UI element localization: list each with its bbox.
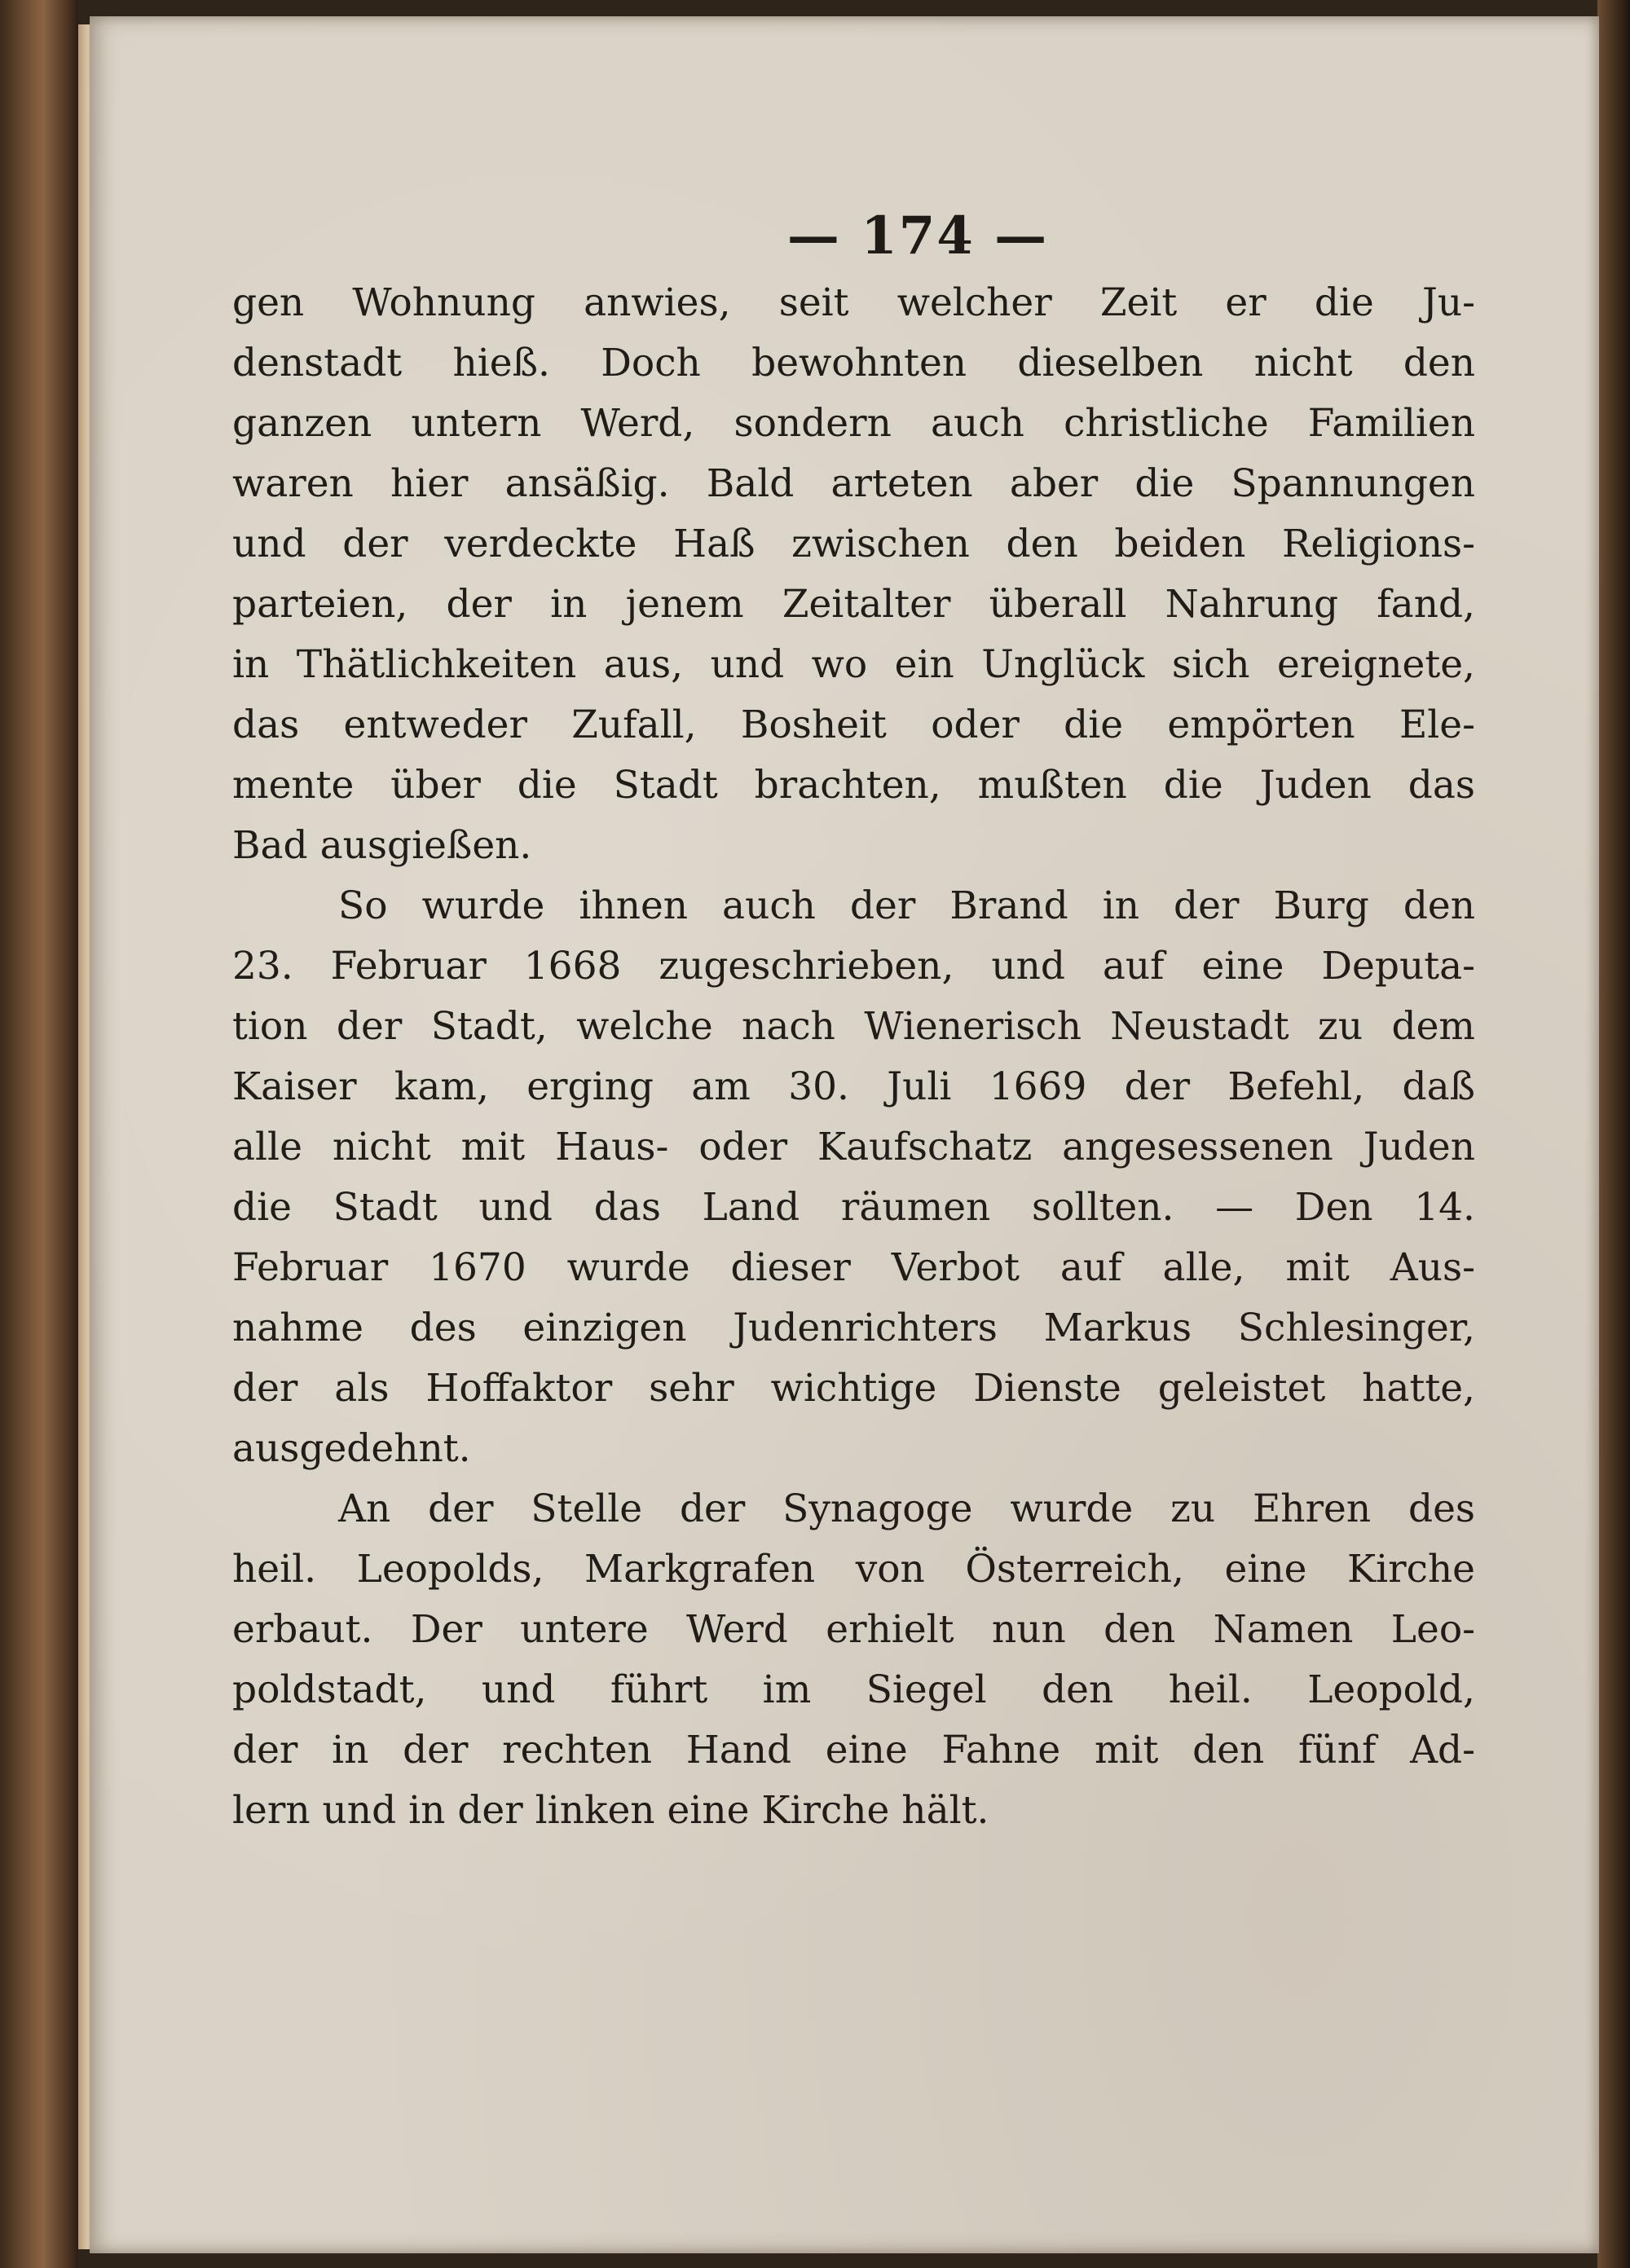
book-spine — [0, 0, 78, 2268]
book-cover-edge — [1597, 0, 1630, 2268]
text-line: ganzen untern Werd, sondern auch christliche Familien — [232, 401, 1475, 446]
paragraph-start-line: So wurde ihnen auch der Brand in der Burg den — [338, 883, 1475, 928]
text-line: waren hier ansäßig. Bald arteten aber die Spannungen — [232, 461, 1475, 506]
text-line: parteien, der in jenem Zeitalter überall Nahrung fand, — [232, 582, 1475, 627]
text-line: 23. Februar 1668 zugeschrieben, und auf eine Deputa- — [232, 944, 1475, 989]
text-line: ausgedehnt. — [232, 1426, 471, 1471]
text-line: der in der rechten Hand eine Fahne mit den fünf Ad- — [232, 1728, 1475, 1773]
text-line: Bad ausgießen. — [232, 823, 532, 868]
body-text — [232, 273, 1475, 1841]
text-line: Kaiser kam, erging am 30. Juli 1669 der Befehl, daß — [232, 1064, 1475, 1109]
text-line: und der verdeckte Haß zwischen den beiden Religions- — [232, 522, 1475, 566]
text-line: alle nicht mit Haus- oder Kaufschatz angesessenen Juden — [232, 1125, 1475, 1169]
text-line: erbaut. Der untere Werd erhielt nun den Namen Leo- — [232, 1607, 1475, 1652]
text-line: die Stadt und das Land räumen sollten. — Den 14. — [232, 1185, 1475, 1230]
paragraph-start-line: An der Stelle der Synagoge wurde zu Ehren des — [338, 1486, 1475, 1531]
text-line: heil. Leopolds, Markgrafen von Österreich, eine Kirche — [232, 1547, 1475, 1592]
text-line: tion der Stadt, welche nach Wienerisch Neustadt zu dem — [232, 1004, 1475, 1049]
text-line: Februar 1670 wurde dieser Verbot auf alle, mit Aus- — [232, 1245, 1475, 1290]
text-line: denstadt hieß. Doch bewohnten dieselben nicht den — [232, 341, 1475, 385]
text-line: der als Hoffaktor sehr wichtige Dienste geleistet hatte, — [232, 1366, 1475, 1411]
text-line: in Thätlichkeiten aus, und wo ein Unglück sich ereignete, — [232, 642, 1475, 687]
text-line: nahme des einzigen Judenrichters Markus Schlesinger, — [232, 1306, 1475, 1350]
text-line: poldstadt, und führt im Siegel den heil. Leopold, — [232, 1667, 1475, 1712]
text-line: das entweder Zufall, Bosheit oder die empörten Ele- — [232, 702, 1475, 747]
text-line: lern und in der linken eine Kirche hält. — [232, 1788, 989, 1833]
page-number: — 174 — — [786, 205, 1049, 266]
text-line: gen Wohnung anwies, seit welcher Zeit er die Ju- — [232, 280, 1475, 325]
text-line: mente über die Stadt brachten, mußten die Juden das — [232, 763, 1475, 808]
